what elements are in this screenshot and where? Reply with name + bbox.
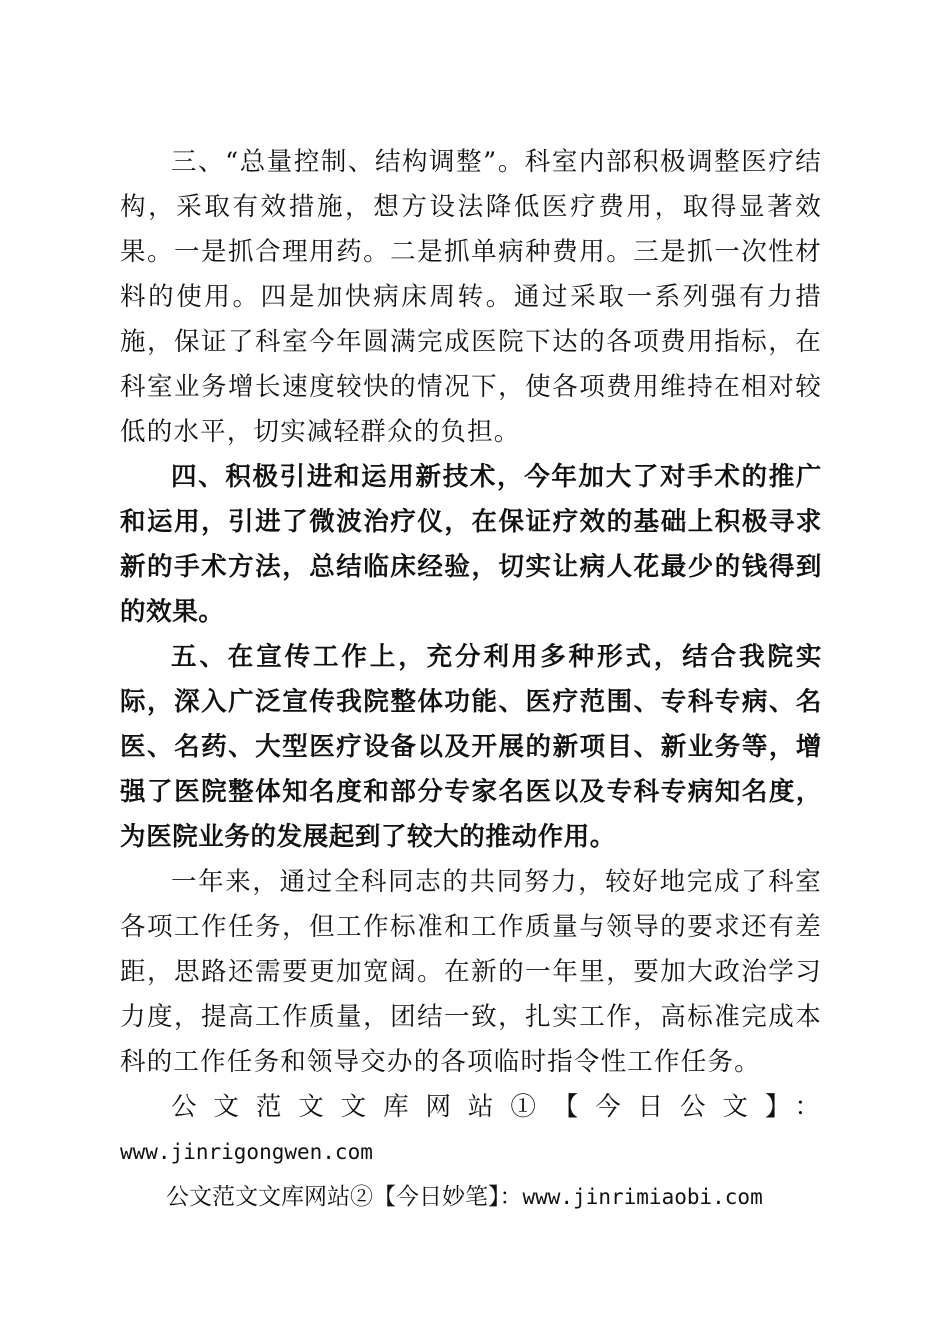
- paragraph-summary: 一年来，通过全科同志的共同努力，较好地完成了科室各项工作任务，但工作标准和工作质量与领导的要求还有差距，思路还需要更加宽阔。在新的一年里，要加大政治学习力度，提高工作质量，团结一致，扎实工作，高标准完成本科的工作任务和领导交办的各项临时指令性工作任务。: [120, 867, 822, 1077]
- paragraph-cost-control: 三、“总量控制、结构调整”。科室内部积极调整医疗结构，采取有效措施，想方设法降低医疗费用，取得显著效果。一是抓合理用药。二是抓单病种费用。三是抓一次性材料的使用。四是加快病床周转。通过采取一系列强有力措施，保证了科室今年圆满完成医院下达的各项费用指标，在科室业务增长速度较快的情况下，使各项费用维持在相对较低的水平，切实减轻群众的负担。: [120, 147, 822, 447]
- site1-label: 公文范文文库网站①【今日公文】：: [171, 1092, 822, 1122]
- paragraph-publicity: 五、在宣传工作上，充分利用多种形式，结合我院实际，深入广泛宣传我院整体功能、医疗范围、专科专病、名医、名药、大型医疗设备以及开展的新项目、新业务等，增强了医院整体知名度和部分专家名医以及专科专病知名度，为医院业务的发展起到了较大的推动作用。: [120, 642, 822, 852]
- document-body: [120, 140, 822, 1220]
- site2-line: [120, 1175, 822, 1220]
- site2-url: www.jinrimiaobi.com: [522, 1185, 763, 1209]
- site2-label: 公文范文文库网站②【今日妙笔】：: [166, 1184, 523, 1210]
- site1-url: www.jinrigongwen.com: [120, 1140, 373, 1164]
- paragraph-new-technology: 四、积极引进和运用新技术，今年加大了对手术的推广和运用，引进了微波治疗仪，在保证疗效的基础上积极寻求新的手术方法，总结临床经验，切实让病人花最少的钱得到的效果。: [120, 462, 822, 627]
